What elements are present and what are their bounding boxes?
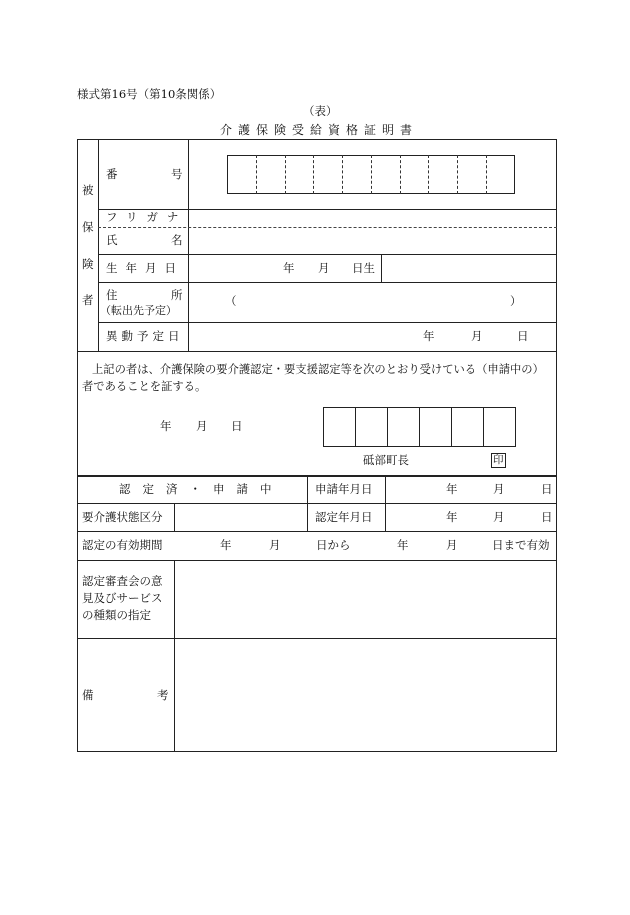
applied-year-unit: 年	[446, 482, 458, 496]
table-bottom-border	[77, 751, 557, 752]
birth-day-unit: 日生	[352, 261, 375, 275]
name-label-2: 名	[171, 233, 183, 247]
code-cell-divider	[419, 407, 420, 447]
validity-to-month: 月	[446, 538, 458, 552]
move-date-label: 異動予定日	[106, 329, 184, 343]
digit-separator	[342, 155, 343, 194]
digit-separator	[400, 155, 401, 194]
document-title: 介護保険受給資格証明書	[220, 123, 419, 137]
certified-month-unit: 月	[493, 510, 505, 524]
row-line	[77, 351, 557, 352]
applied-date-label: 申請年月日	[315, 482, 373, 496]
side-label: （表）	[303, 104, 338, 118]
insured-label-4: 者	[82, 293, 94, 307]
opinion-divider	[174, 560, 175, 751]
code-cell-divider	[355, 407, 356, 447]
name-label-1: 氏	[106, 233, 118, 247]
insured-column-divider	[98, 139, 99, 351]
certify-day-unit: 日	[231, 419, 243, 433]
furigana-label: フリガナ	[106, 210, 188, 224]
move-month-unit: 月	[471, 329, 483, 343]
applied-month-unit: 月	[493, 482, 505, 496]
row-line	[77, 638, 557, 639]
row-line	[77, 476, 557, 477]
validity-from-year: 年	[220, 538, 232, 552]
label-column-divider	[188, 139, 189, 351]
date-divider	[385, 476, 386, 531]
insured-label-1: 被	[82, 183, 94, 197]
care-level-label: 要介護状態区分	[82, 510, 163, 524]
birth-label: 生年月日	[106, 261, 184, 275]
issuer-name: 砥部町長	[363, 453, 409, 467]
opinion-label-line2: 見及びサービス	[82, 591, 163, 605]
certify-text-line2: 者であることを証する。	[82, 380, 207, 393]
opinion-label-line3: の種類の指定	[82, 608, 151, 622]
certified-year-unit: 年	[446, 510, 458, 524]
applied-day-unit: 日	[541, 482, 553, 496]
birth-year-unit: 年	[283, 261, 295, 275]
opinion-label-line1: 認定審査会の意	[82, 574, 163, 588]
address-sub-label: （転出先予定）	[100, 304, 177, 317]
validity-to-day: 日まで有効	[492, 538, 550, 552]
certify-year-unit: 年	[160, 419, 172, 433]
validity-label: 認定の有効期間	[82, 538, 163, 552]
seal-mark: 印	[493, 454, 504, 466]
validity-to-year: 年	[397, 538, 409, 552]
digit-separator	[256, 155, 257, 194]
insured-label-2: 保	[82, 220, 94, 234]
address-open-paren: （	[225, 294, 237, 308]
form-reference: 様式第16号（第10条関係）	[77, 87, 222, 101]
digit-separator	[285, 155, 286, 194]
insured-label-3: 険	[82, 257, 94, 271]
validity-from-month: 月	[269, 538, 281, 552]
remarks-label-2: 考	[157, 688, 169, 702]
validity-from-day: 日から	[316, 538, 351, 552]
address-label-1: 住	[106, 288, 118, 302]
birth-divider	[381, 254, 382, 282]
digit-separator	[428, 155, 429, 194]
digit-separator	[371, 155, 372, 194]
birth-month-unit: 月	[318, 261, 330, 275]
row-line	[98, 254, 557, 255]
table-left-border	[77, 476, 78, 752]
code-cell-divider	[483, 407, 484, 447]
certify-text-line1: 上記の者は、介護保険の要介護認定・要支援認定等を次のとおり受けている（申請中の）	[92, 363, 544, 376]
furigana-separator	[98, 227, 557, 228]
code-cell-divider	[451, 407, 452, 447]
certified-day-unit: 日	[541, 510, 553, 524]
certified-date-label: 認定年月日	[315, 510, 373, 524]
status-label: 認定済・申請中	[119, 482, 284, 496]
digit-separator	[486, 155, 487, 194]
row-line	[77, 531, 557, 532]
digit-separator	[313, 155, 314, 194]
remarks-label-1: 備	[82, 688, 94, 702]
row-line	[98, 322, 557, 323]
table-right-border	[556, 476, 557, 752]
address-close-paren: ）	[510, 294, 522, 308]
address-label-2: 所	[171, 288, 183, 302]
row-line	[77, 503, 557, 504]
code-cell-divider	[387, 407, 388, 447]
move-year-unit: 年	[423, 329, 435, 343]
number-label-1: 番	[106, 167, 118, 181]
row-line	[77, 560, 557, 561]
status-divider	[307, 476, 308, 531]
certify-month-unit: 月	[196, 419, 208, 433]
digit-separator	[457, 155, 458, 194]
row-line	[98, 282, 557, 283]
number-label-2: 号	[171, 167, 183, 181]
care-level-divider	[174, 503, 175, 531]
move-day-unit: 日	[517, 329, 529, 343]
